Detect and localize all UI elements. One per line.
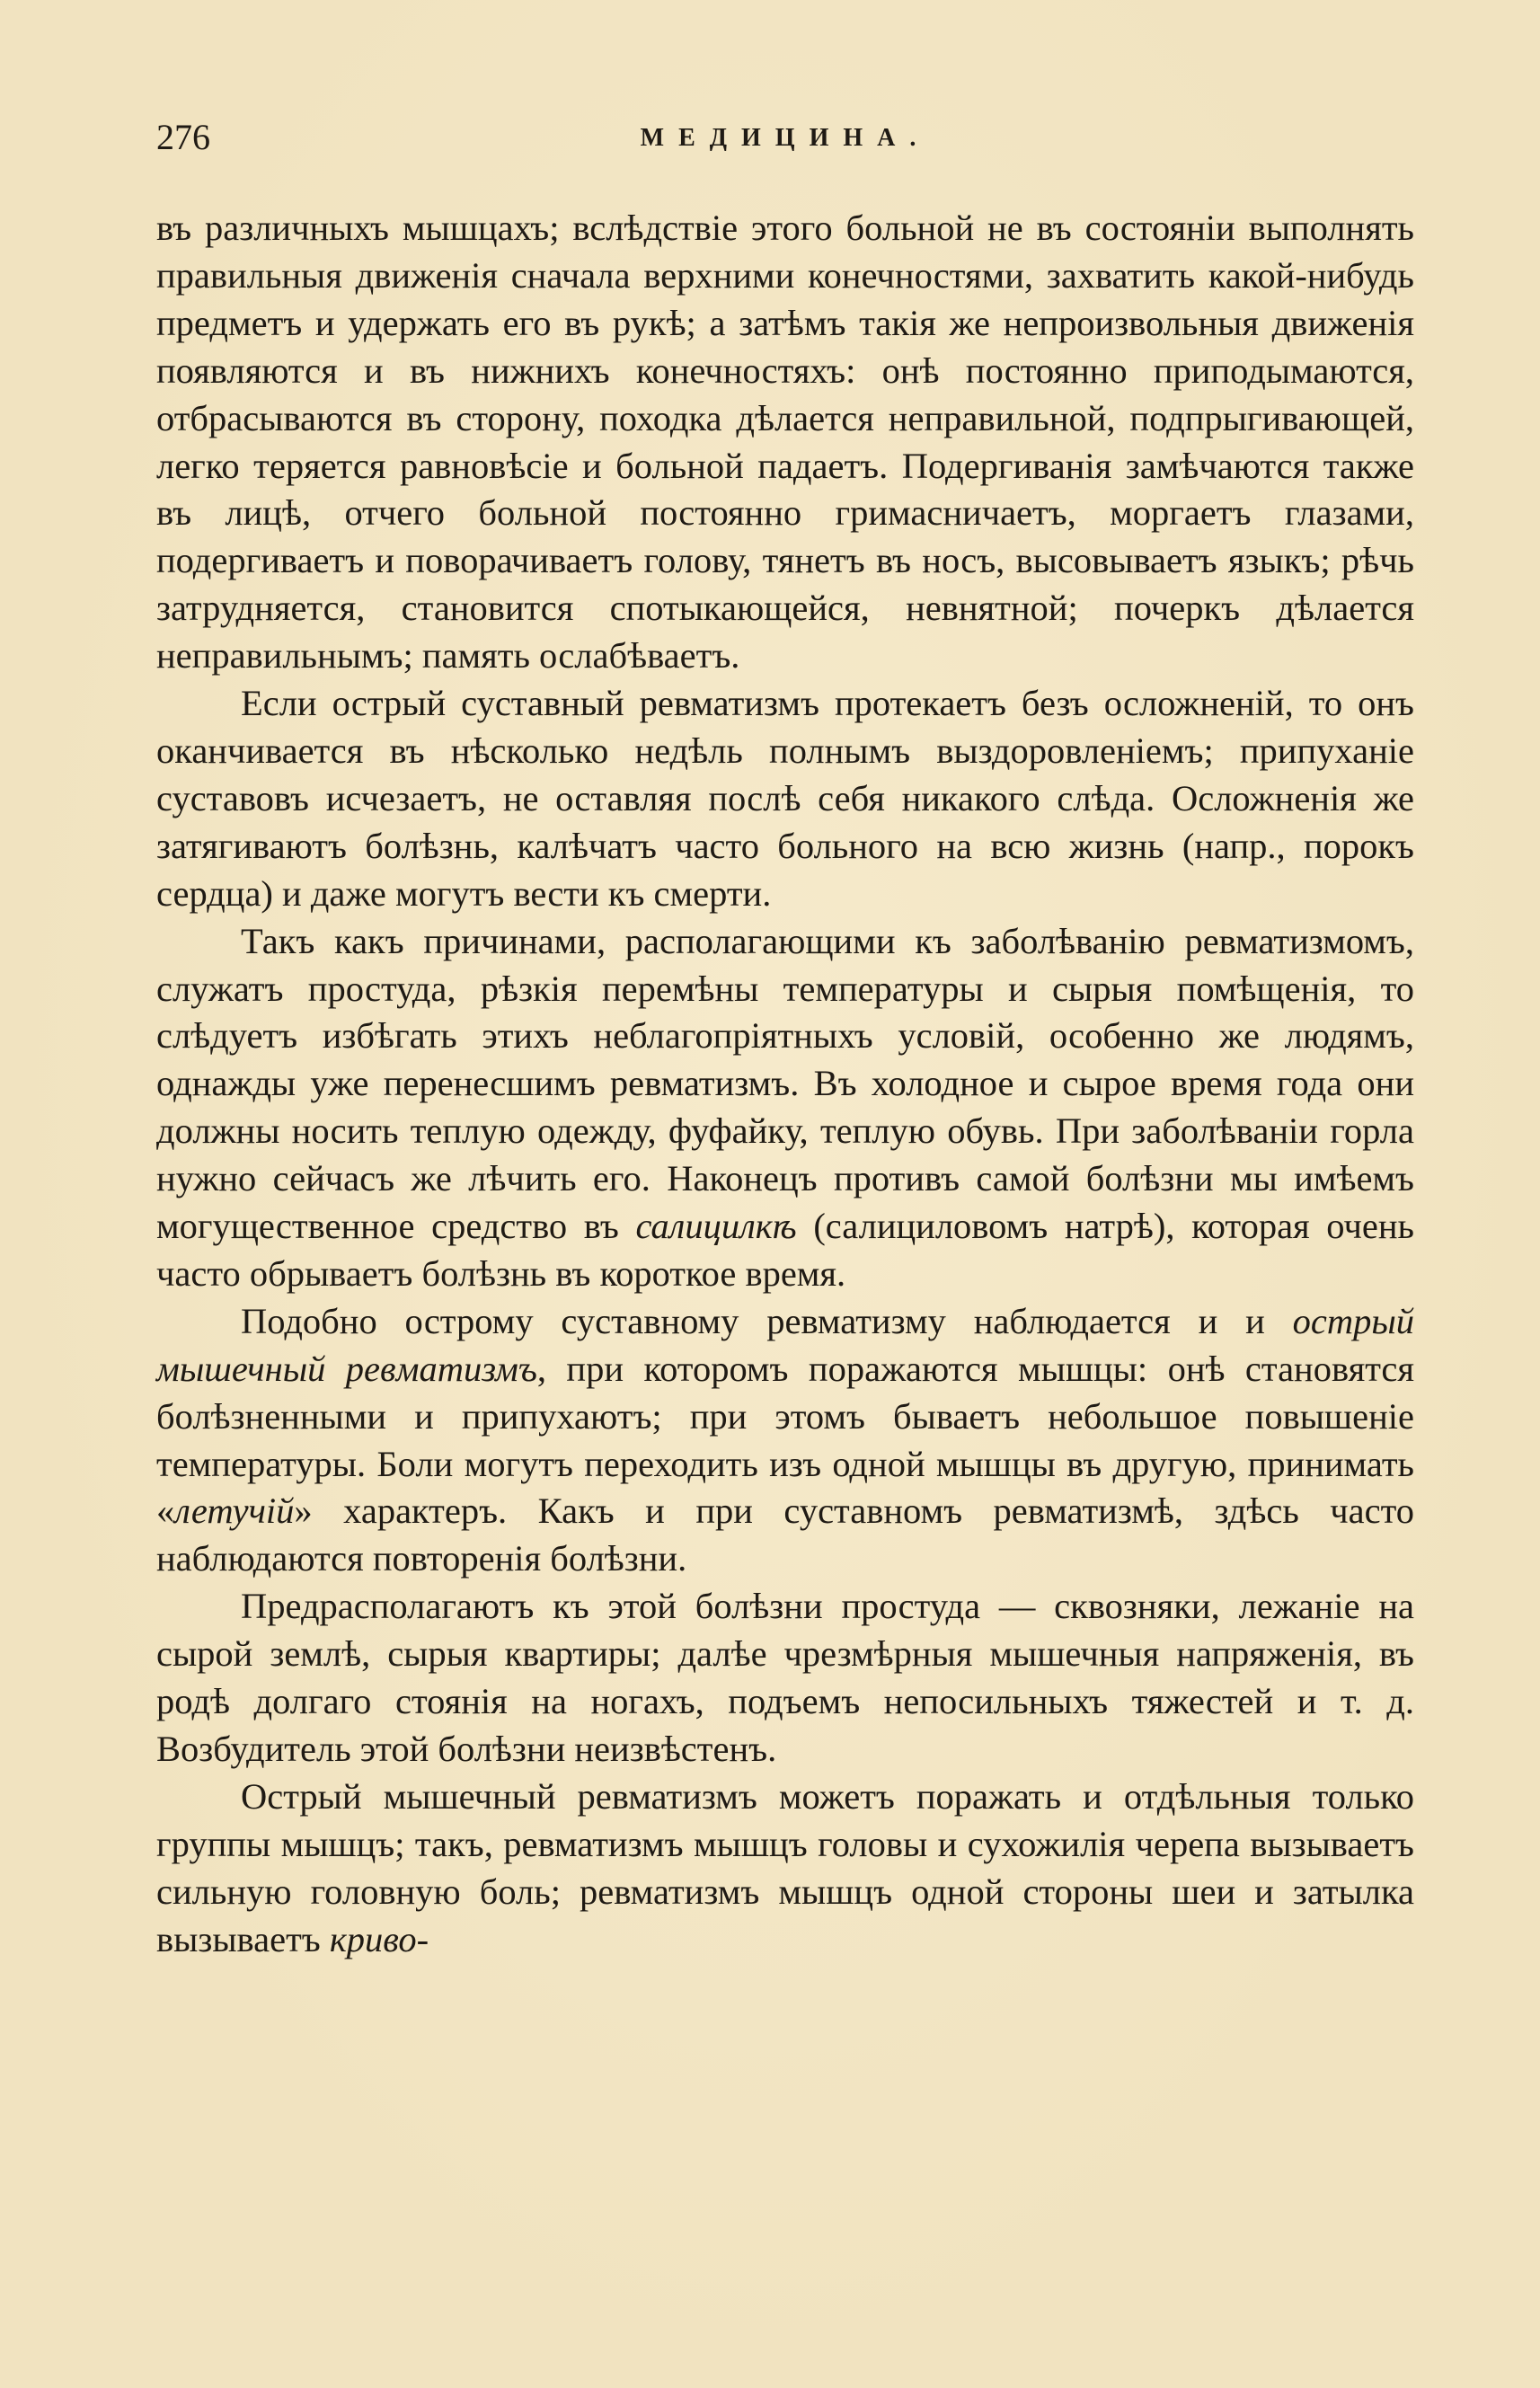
paragraph-p5	[156, 1583, 1414, 1773]
body-text	[156, 205, 1414, 1964]
paragraph-p2	[156, 680, 1414, 918]
text-run: (салициловомъ натрѣ), которая очень часто обрываетъ болѣзнь въ короткое время.	[156, 1206, 1414, 1294]
text-run: въ различныхъ мышцахъ; вслѣдствіе этого больной не въ состояніи выполнять правильныя движенія сначала верхними конечностями, захватить какой-нибудь предметъ и удержать его въ рукѣ; а затѣмъ такія же непроизвольныя движенія появляются и въ нижнихъ конечностяхъ: онѣ постоянно приподымаются, отбрасываются въ сторону, походка дѣлается неправильной, подпрыгивающей, легко теряется равновѣсіе и больной падаетъ. Подергиванія замѣчаются также въ лицѣ, отчего больной постоянно гримасничаетъ, моргаетъ глазами, подергиваетъ и поворачиваетъ голову, тянетъ въ носъ, высовываетъ языкъ; рѣчь затрудняется, становится спотыкающейся, невнятной; почеркъ дѣлается неправильнымъ; память ослабѣваетъ.	[156, 208, 1414, 677]
text-run: , при которомъ поражаются мышцы: онѣ становятся болѣзненными и припухаютъ; при этомъ бываетъ небольшое повышеніе температуры. Боли могутъ переходить изъ одной мышцы въ другую, принимать «	[156, 1348, 1414, 1532]
text-run: Такъ какъ причинами, располагающими къ заболѣванію ревматизмомъ, служатъ простуда, рѣзкія перемѣны температуры и сырыя помѣщенія, то слѣдуетъ избѣгать этихъ неблагопріятныхъ условій, особенно же людямъ, однажды уже перенесшимъ ревматизмъ. Въ холодное и сырое время года они должны носить теплую одежду, фуфайку, теплую обувь. При заболѣваніи горла нужно сейчасъ же лѣчить его. Наконецъ противъ самой болѣзни мы имѣемъ могущественное средство въ	[156, 920, 1414, 1247]
running-head: МЕДИЦИНА.	[640, 124, 931, 152]
paragraph-p4	[156, 1298, 1414, 1583]
page-number: 276	[156, 117, 210, 157]
text-run: Острый мышечный ревматизмъ можетъ поражать и отдѣльныя только группы мышцъ; такъ, ревматизмъ мышцъ головы и сухожилія черепа вызываетъ сильную головную боль; ревматизмъ мышцъ одной стороны шеи и затылка вызываетъ	[156, 1775, 1414, 1959]
text-run: » характеръ. Какъ и при суставномъ ревматизмѣ, здѣсь часто наблюдаются повторенія болѣзни.	[156, 1490, 1414, 1579]
italic-term: криво-	[329, 1918, 429, 1959]
page-header	[156, 115, 1414, 169]
italic-term: летучій	[174, 1490, 295, 1532]
text-run: Если острый суставный ревматизмъ протекаетъ безъ осложненій, то онъ оканчивается въ нѣсколько недѣль полнымъ выздоровленіемъ; припуханіе суставовъ исчезаетъ, не оставляя послѣ себя никакого слѣда. Осложненія же затягиваютъ болѣзнь, калѣчатъ часто больного на всю жизнь (напр., порокъ сердца) и даже могутъ вести къ смерти.	[156, 683, 1414, 914]
text-run: Подобно острому суставному ревматизму наблюдается и и	[241, 1300, 1293, 1341]
italic-term: острый мышечный ревматизмъ	[156, 1300, 1414, 1389]
paragraph-p6	[156, 1773, 1414, 1964]
italic-term: салицилкѣ	[635, 1206, 797, 1247]
paragraph-p1	[156, 205, 1414, 680]
text-run: Предрасполагаютъ къ этой болѣзни простуда — сквозняки, лежаніе на сырой землѣ, сырыя квартиры; далѣе чрезмѣрныя мышечныя напряженія, въ родѣ долгаго стоянія на ногахъ, подъемъ непосильныхъ тяжестей и т. д. Возбудитель этой болѣзни неизвѣстенъ.	[156, 1586, 1414, 1769]
paragraph-p3	[156, 918, 1414, 1298]
